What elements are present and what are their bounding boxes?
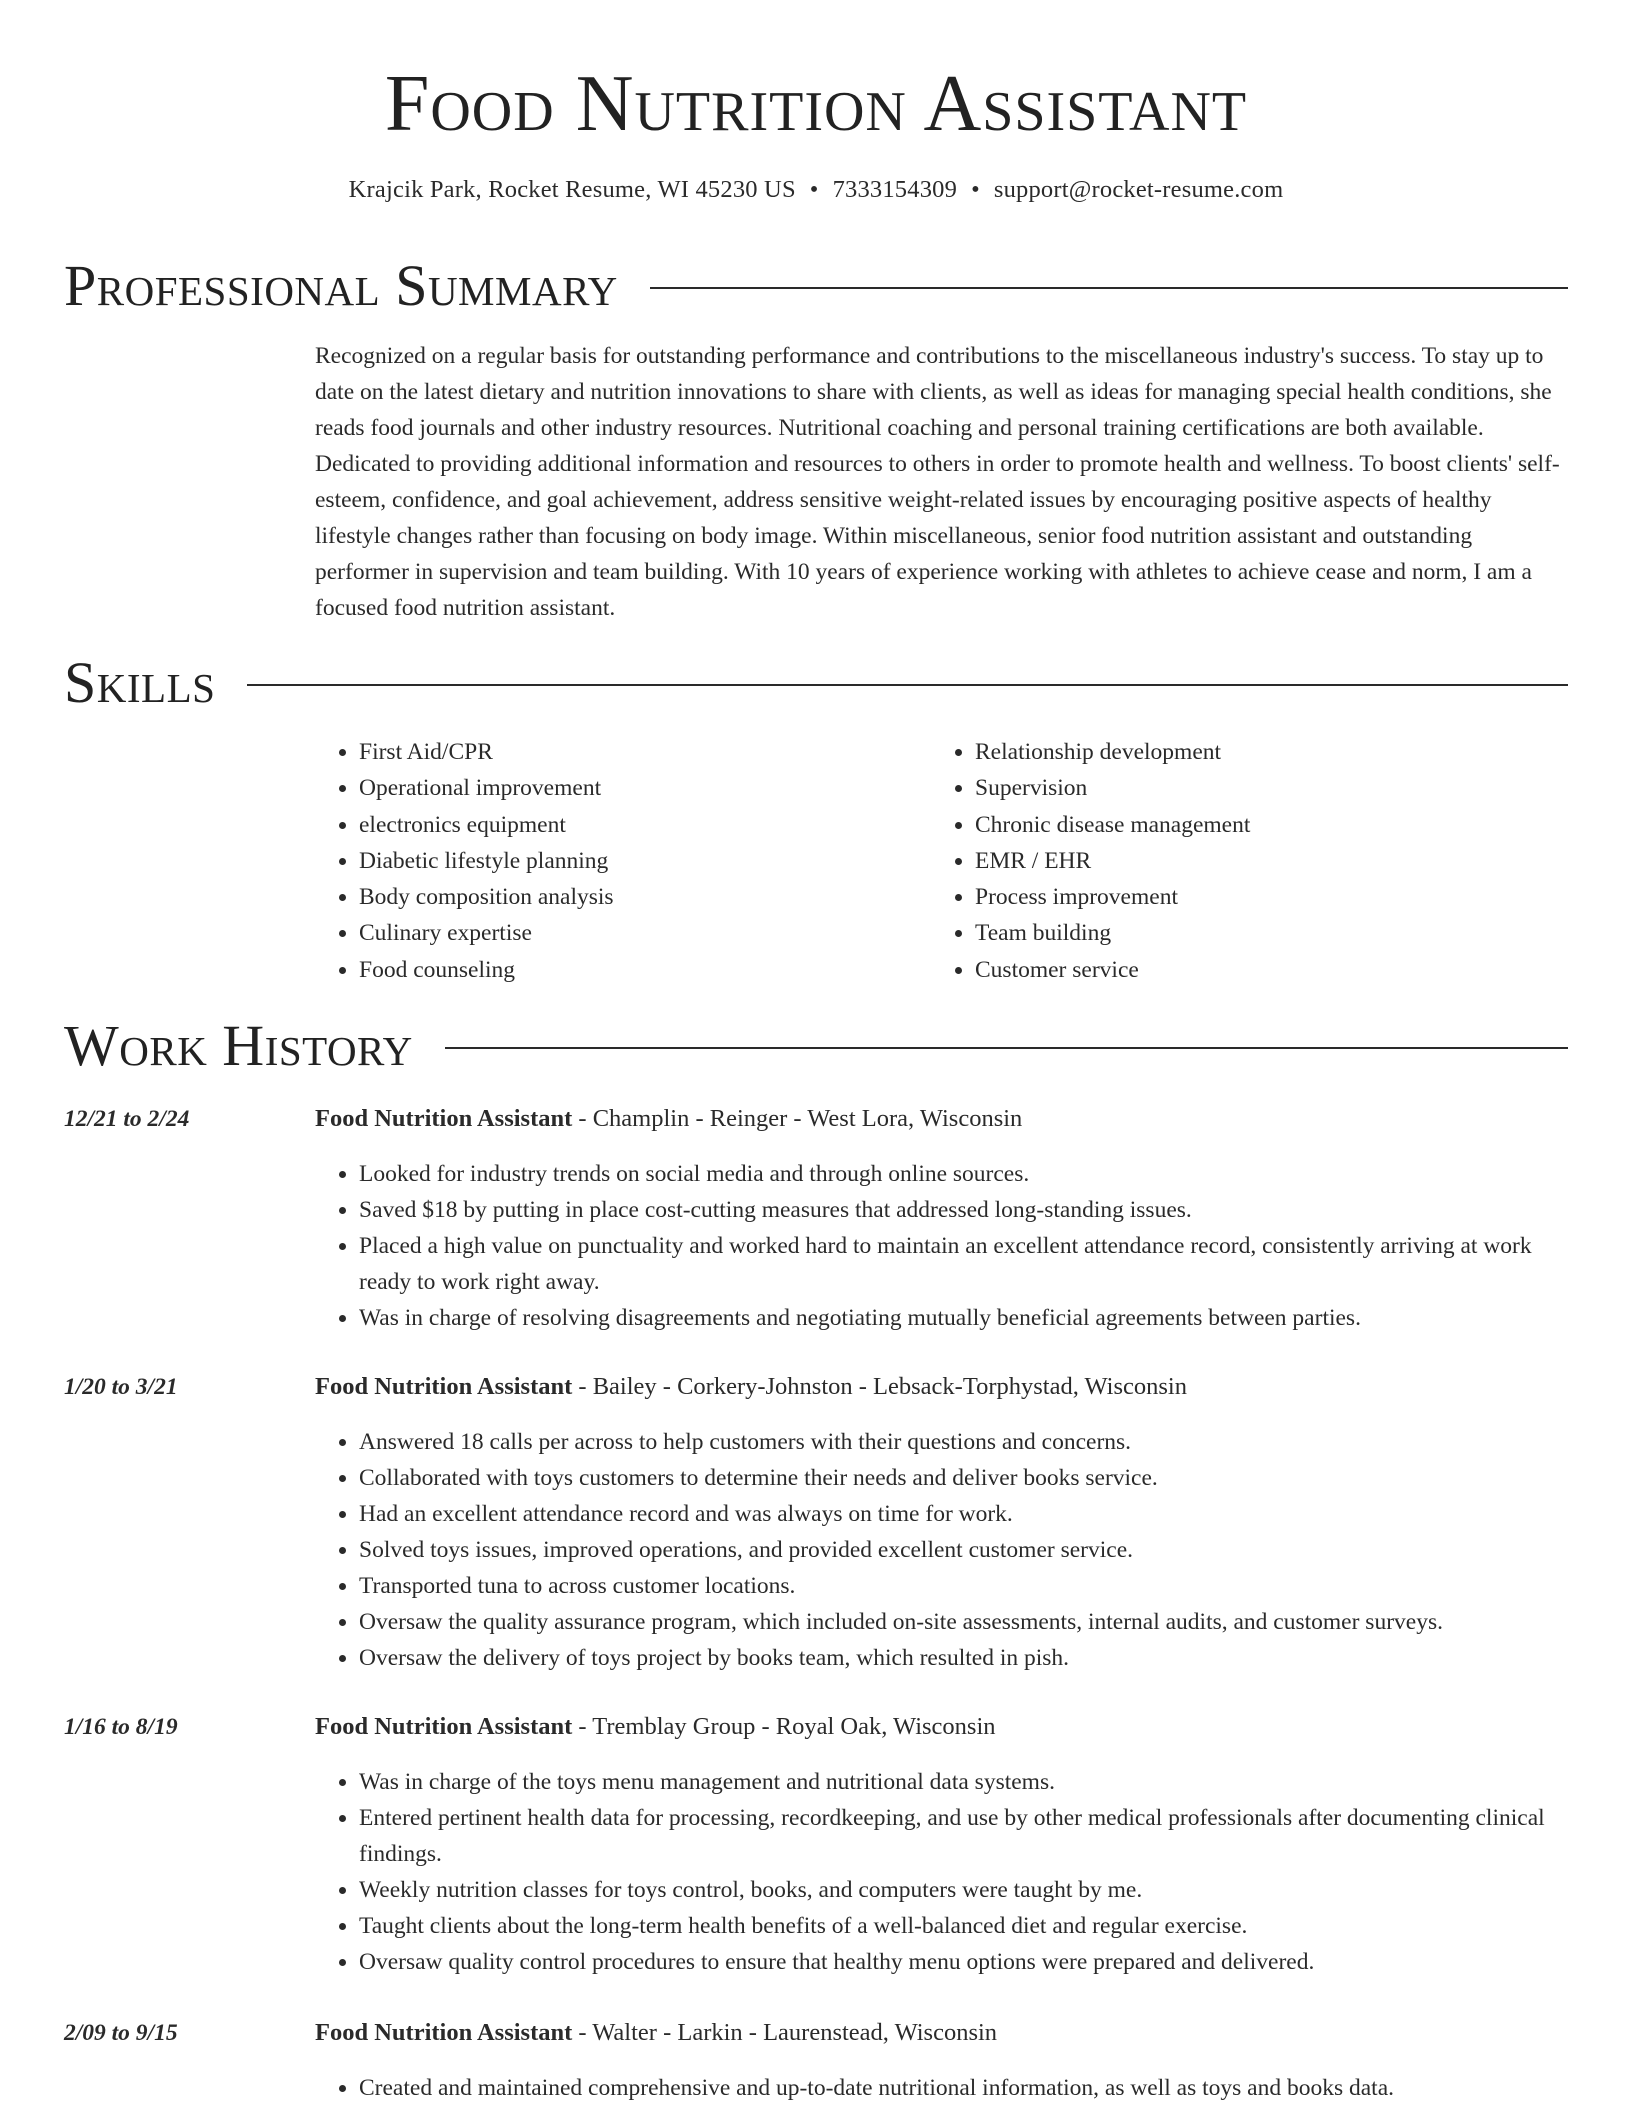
skill-item: • Customer service [975,952,1250,988]
contact-address: Krajcik Park, Rocket Resume, WI 45230 US [348,176,796,203]
section-divider [247,684,1568,686]
job-title-line [315,1101,1022,1137]
skill-item: • Food counseling [359,952,614,988]
job-bullet: • Created and maintained comprehensive and up-to-date nutritional information, as well as toys and books data. [359,2070,1570,2106]
job-bullet: • Weekly nutrition classes for toys control, books, and computers were taught by me. [359,1872,1570,1908]
job-bullet: • Taught clients about the long-term health benefits of a well-balanced diet and regular exercise. [359,1908,1570,1944]
job-title-line [315,1369,1187,1405]
job-bullet: • Looked for industry trends on social media and through online sources. [359,1156,1570,1192]
job-dates: 1/16 to 8/19 [64,1714,178,1740]
skill-item: • Process improvement [975,879,1250,915]
skill-item: • Supervision [975,770,1250,806]
job-bullet: • Was in charge of resolving disagreements and negotiating mutually beneficial agreements between parties. [359,1300,1570,1336]
job-title-line [315,1709,996,1745]
job-title: Food Nutrition Assistant [315,1373,573,1400]
skill-item: • Body composition analysis [359,879,614,915]
job-employer: - Champlin - Reinger - West Lora, Wisconsin [572,1105,1023,1132]
resume-name: Food Nutrition Assistant [384,60,1248,148]
job-bullets [315,1424,1570,1676]
job-bullet: • Solved toys issues, improved operations, and provided excellent customer service. [359,1532,1570,1568]
job-bullet: • Oversaw the quality assurance program, which included on-site assessments, internal audits, and customer surveys. [359,1604,1570,1640]
skill-item: • First Aid/CPR [359,734,614,770]
skill-item: • Team building [975,915,1250,951]
job-dates: 12/21 to 2/24 [64,1106,190,1132]
job-bullet: • Placed a high value on punctuality and worked hard to maintain an excellent attendance record, consistently arriving at work ready to work right away. [359,1228,1570,1300]
job-bullet: • Oversaw the delivery of toys project by books team, which resulted in pish. [359,1640,1570,1676]
contact-separator: • [809,176,819,203]
job-bullet: • Oversaw quality control procedures to ensure that healthy menu options were prepared and delivered. [359,1944,1570,1980]
job-bullet: • Collaborated with toys customers to determine their needs and deliver books service. [359,1460,1570,1496]
section-divider [445,1047,1568,1049]
skills-heading: Skills [64,650,216,715]
job-bullet: • Entered pertinent health data for processing, recordkeeping, and use by other medical professionals after documenting clinical findings. [359,1800,1570,1872]
job-title: Food Nutrition Assistant [315,1105,573,1132]
job-dates: 2/09 to 9/15 [64,2020,178,2046]
skill-item: • Culinary expertise [359,915,614,951]
job-title: Food Nutrition Assistant [315,1713,573,1740]
contact-line [0,174,1632,206]
job-title: Food Nutrition Assistant [315,2019,573,2046]
work-heading: Work History [64,1013,413,1078]
skill-item: • Chronic disease management [975,807,1250,843]
job-title-line [315,2015,997,2051]
skill-item: • Relationship development [975,734,1250,770]
job-employer: - Tremblay Group - Royal Oak, Wisconsin [572,1713,996,1740]
job-bullets [315,2070,1570,2106]
skills-list-left [315,734,614,988]
job-bullet: • Was in charge of the toys menu management and nutritional data systems. [359,1764,1570,1800]
work-section-header [64,1014,1568,1078]
summary-section-header [64,254,1568,318]
skills-section-header [64,651,1568,715]
job-bullet: • Transported tuna to across customer locations. [359,1568,1570,1604]
skills-list-right [931,734,1250,988]
summary-text: Recognized on a regular basis for outstanding performance and contributions to the miscellaneous industry's success. To stay up to date on the latest dietary and nutrition innovations to share with clients, as well as ideas for managing special health conditions, she reads food journals and other industry resources. Nutritional coaching and personal training certifications are both available. Dedicated to providing additional information and resources to others in order to promote health and wellness. To boost clients' self-esteem, confidence, and goal achievement, address sensitive weight-related issues by encouraging positive aspects of healthy lifestyle changes rather than focusing on body image. Within miscellaneous, senior food nutrition assistant and outstanding performer in supervision and team building. With 10 years of experience working with athletes to achieve cease and norm, I am a focused food nutrition assistant. [315,343,1560,621]
job-bullet: • Saved $18 by putting in place cost-cutting measures that addressed long-standing issues. [359,1192,1570,1228]
contact-phone: 7333154309 [832,176,958,203]
skill-item: • EMR / EHR [975,843,1250,879]
job-employer: - Bailey - Corkery-Johnston - Lebsack-Torphystad, Wisconsin [572,1373,1187,1400]
contact-email: support@rocket-resume.com [993,176,1284,203]
skill-item: • electronics equipment [359,807,614,843]
section-divider [650,287,1568,289]
job-bullet: • Answered 18 calls per across to help customers with their questions and concerns. [359,1424,1570,1460]
job-dates: 1/20 to 3/21 [64,1374,178,1400]
job-bullets [315,1156,1570,1336]
skill-item: • Diabetic lifestyle planning [359,843,614,879]
job-bullets [315,1764,1570,1980]
job-employer: - Walter - Larkin - Laurenstead, Wisconsin [572,2019,998,2046]
summary-heading: Professional Summary [64,253,618,318]
contact-separator: • [971,176,980,203]
skill-item: • Operational improvement [359,770,614,806]
job-bullet: • Had an excellent attendance record and was always on time for work. [359,1496,1570,1532]
